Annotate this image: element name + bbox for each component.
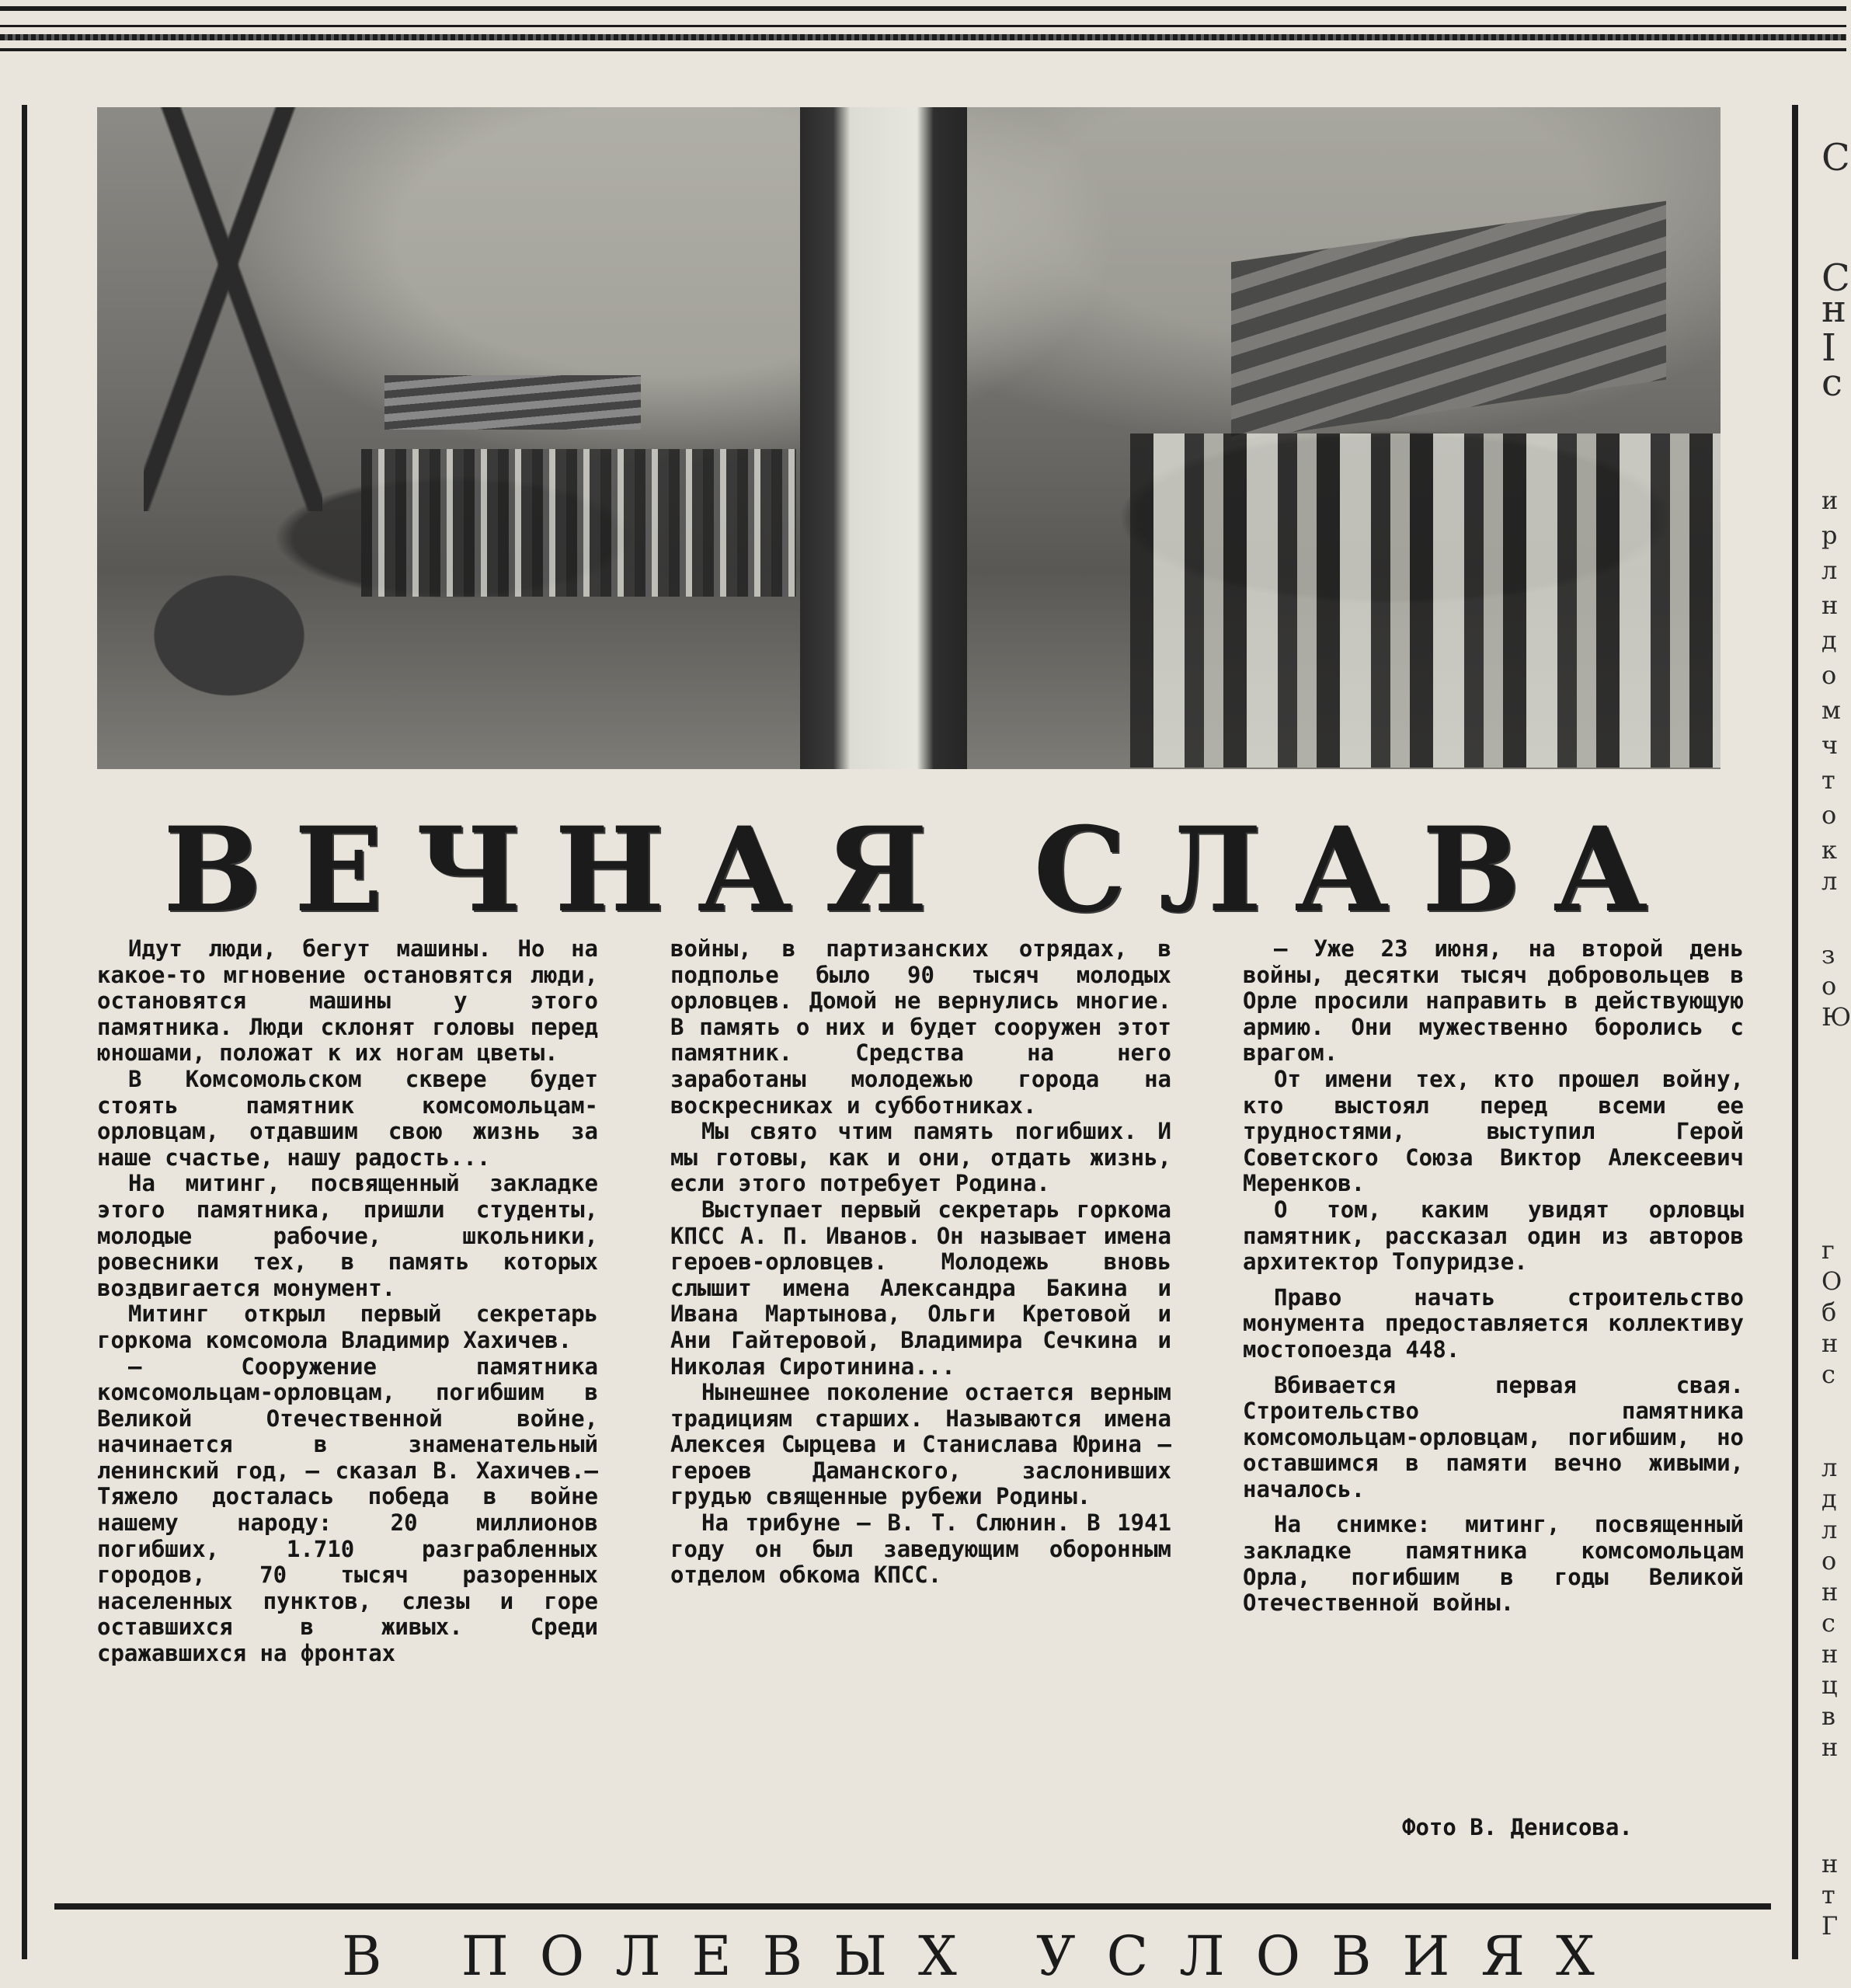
edge-letter: ч: [1821, 730, 1839, 760]
edge-letter: т: [1821, 1880, 1835, 1910]
top-rule: [0, 6, 1846, 11]
article-column-2: [670, 936, 1171, 1589]
paragraph: Мы свято чтим память погибших. И мы готовы, как и они, отдать жизнь, если этого потребует Родина.: [670, 1118, 1171, 1197]
photo-pillar: [800, 107, 967, 769]
paragraph: В Комсомольском сквере будет стоять памятник комсомольцам-орловцам, отдавшим свою жизнь за наше счастье, нашу радость...: [97, 1065, 598, 1171]
bottom-rule: [54, 1903, 1771, 1910]
edge-letter: м: [1821, 695, 1841, 725]
edge-letter: ц: [1821, 1670, 1838, 1700]
edge-letter: н: [1821, 1849, 1839, 1878]
edge-letter: с: [1821, 361, 1842, 405]
edge-letter: л: [1821, 555, 1838, 585]
edge-letter: н: [1821, 1328, 1839, 1358]
photo-credit: Фото В. Денисова.: [1402, 1814, 1633, 1840]
frame-left: [22, 105, 27, 1959]
paragraph: Митинг открыл первый секретарь горкома комсомола Владимир Хахичев.: [97, 1300, 598, 1353]
paragraph: На снимке: митинг, посвященный закладке памятника комсомольцам Орла, погибшим в годы Великой Отечественной войны.: [1243, 1511, 1744, 1617]
next-article-heading: В ПОЛЕВЫХ УСЛОВИЯХ: [342, 1924, 1626, 1988]
paragraph: Вбивается первая свая. Строительство памятника комсомольцам-орловцам, погибшим, но оставшимся в памяти вечно живыми, началось.: [1243, 1371, 1744, 1502]
news-photo: [97, 107, 1721, 769]
paragraph: Нынешнее поколение остается верным традициям старших. Называются имена Алексея Сырцева и Станислава Юрина — героев Даманского, заслонивших грудью священные рубежи Родины.: [670, 1379, 1171, 1510]
edge-letter: О: [1821, 1266, 1842, 1296]
edge-letter: Г: [1821, 1911, 1839, 1941]
paragraph: От имени тех, кто прошел войну, кто выстоял перед всеми ее трудностями, выступил Герой Советского Союза Виктор Алексеевич Меренков.: [1243, 1065, 1744, 1197]
edge-letter: о: [1821, 800, 1837, 830]
top-rule-thin: [0, 25, 1846, 27]
edge-letter: б: [1821, 1297, 1837, 1327]
edge-letter: о: [1821, 1546, 1837, 1575]
photo-banner-left: [384, 375, 641, 430]
edge-letter: л: [1821, 1453, 1838, 1482]
edge-letter: в: [1821, 1701, 1836, 1731]
paragraph: войны, в партизанских отрядах, в подполье было 90 тысяч молодых орловцев. Домой не вернулись многие. В память о них и будет сооружен этот памятник. Средства на него заработаны молодежью города на воскресниках и субботниках.: [670, 935, 1171, 1119]
photo-crowd-right: [1130, 433, 1721, 768]
frame-right: [1792, 105, 1798, 1959]
edge-letter: д: [1821, 1484, 1837, 1513]
edge-letter: р: [1821, 521, 1838, 550]
paragraph: Право начать строительство монумента предоставляется коллективу мостопоезда 448.: [1243, 1283, 1744, 1363]
edge-letter: н: [1821, 1732, 1839, 1762]
photo-crane: [144, 107, 322, 511]
paragraph: О том, каким увидят орловцы памятник, рассказал один из авторов архитектор Топуридзе.: [1243, 1196, 1744, 1276]
paragraph: — Сооружение памятника комсомольцам-орловцам, погибшим в Великой Отечественной войне, начинается в знаменательный ленинский год, — сказал В. Хахичев.— Тяжело досталась победа в войне нашему народу: 20 миллионов погибших, 1.710 разграбленных городов, 70 тысяч разоренных населенных пунктов, слезы и горе оставшихся в живых. Среди сражавшихся на фронтах: [97, 1353, 598, 1667]
edge-letter: и: [1821, 486, 1839, 515]
paragraph: — Уже 23 июня, на второй день войны, десятки тысяч добровольцев в Орле просили направить в действующую армию. Они мужественно боролись с врагом.: [1243, 935, 1744, 1067]
edge-letter: л: [1821, 866, 1838, 896]
edge-letter: л: [1821, 1515, 1838, 1544]
edge-letter: н: [1821, 590, 1839, 620]
edge-letter: д: [1821, 625, 1837, 655]
edge-letter: о: [1821, 971, 1837, 1001]
edge-letter: з: [1821, 940, 1835, 970]
edge-letter: С: [1821, 136, 1850, 179]
paragraph: Идут люди, бегут машины. Но на какое-то мгновение остановятся люди, остановятся машины у этого памятника. Люди склонят головы перед юношами, положат к их ногам цветы.: [97, 935, 598, 1067]
article-column-3: [1243, 936, 1744, 1617]
top-rule-2: [0, 34, 1846, 40]
edge-letter: Ю: [1821, 1002, 1851, 1032]
edge-letter: I: [1821, 326, 1836, 370]
article-title: ВЕЧНАЯ СЛАВА: [163, 802, 1681, 938]
paragraph: На митинг, посвященный закладке этого памятника, пришли студенты, молодые рабочие, школьники, ровесники тех, в память которых воздвигается монумент.: [97, 1170, 598, 1301]
top-rule-3: [0, 48, 1846, 51]
edge-letter: т: [1821, 765, 1835, 795]
edge-letter: С: [1821, 256, 1850, 300]
edge-letter: н: [1821, 287, 1846, 331]
edge-letter: с: [1821, 1608, 1835, 1638]
edge-letter: н: [1821, 1577, 1839, 1607]
article-column-1: [97, 936, 598, 1667]
edge-letter: о: [1821, 660, 1837, 690]
edge-letter: н: [1821, 1639, 1839, 1669]
photo-banner-right: [1231, 201, 1666, 441]
edge-letter: к: [1821, 835, 1837, 865]
photo-crowd-left: [361, 449, 796, 597]
edge-letter: г: [1821, 1235, 1835, 1265]
photo-tractor: [113, 542, 346, 698]
paragraph: На трибуне — В. Т. Слюнин. В 1941 году он был заведующим оборонным отделом обкома КПСС.: [670, 1509, 1171, 1589]
edge-letter: с: [1821, 1360, 1835, 1389]
paragraph: Выступает первый секретарь горкома КПСС А. П. Иванов. Он называет имена героев-орловцев. Молодежь вновь слышит имена Александра Бакина и Ивана Мартынова, Ольги Кретовой и Ани Гайтеровой, Владимира Сечкина и Николая Сиротинина...: [670, 1196, 1171, 1380]
